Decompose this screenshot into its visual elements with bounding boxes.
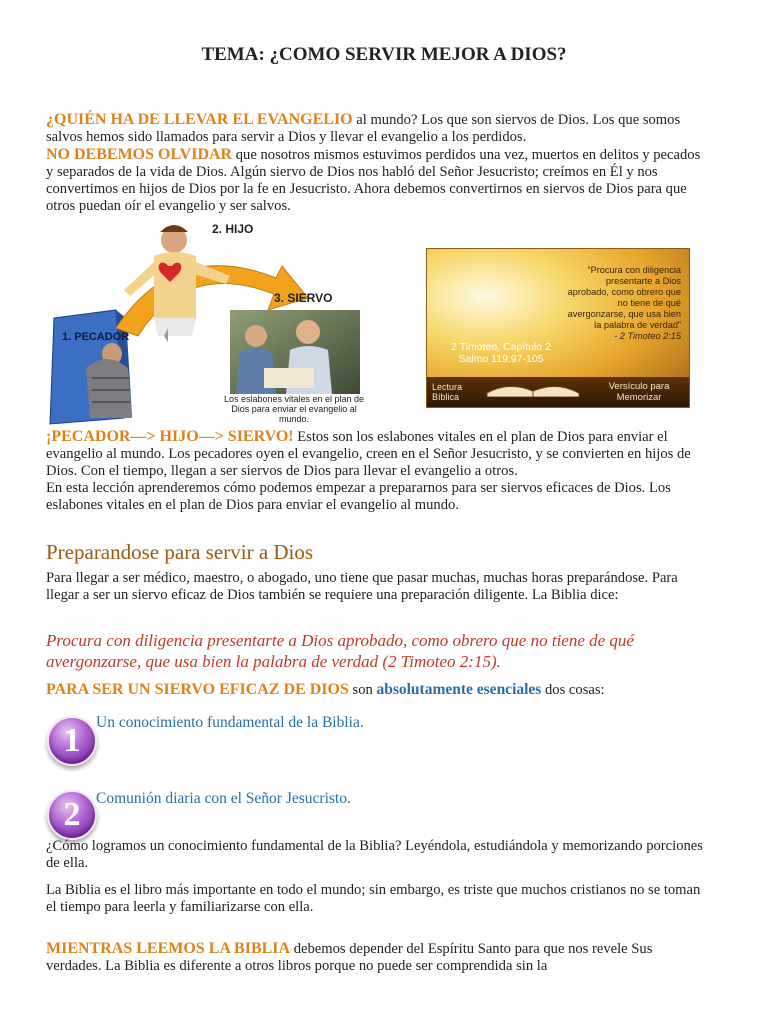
conocimiento-paragraph: ¿Cómo logramos un conocimiento fundamental de la Biblia? Leyéndola, estudiándola y memorizando porciones de ella. [46,838,703,871]
open-book-icon [483,373,583,397]
esenciales-text-1: son [348,682,377,698]
page-title: TEMA: ¿COMO SERVIR MEJOR A DIOS? [201,44,567,65]
eslabones-text: Estos son los eslabones vitales en el plan de Dios para enviar el evangelio al mundo. Los pecadores oyen el evangelio, creen en el Señor Jesucristo, y se convierten en hijos de Dios. Con el tiempo, llegan a ser siervos de Dios para llevar el evangelio a otros. [46,429,691,479]
bible-verse-quote: Procura con diligencia presentarte a Dios aprobado, como obrero que no tiene de qué avergonzarse, que usa bien la palabra de verdad (2 Timoteo 2:15). [46,631,634,671]
leccion-text: En esta lección aprenderemos cómo podemos empezar a prepararnos para ser siervos eficaces de Dios. Los eslabones vitales en el plan de Dios para enviar el evangelio al mundo. [46,480,671,513]
pecador-hijo-siervo-illustration [46,218,366,428]
label-hijo: 2. HIJO [212,222,254,236]
intro-text-1: al mundo? Los que son siervos de Dios. Los que somos salvos hemos sido llamados para servir a Dios y llevar el evangelio a los perdidos. [46,112,681,145]
banner-quote-text: “Procura con diligencia presentarte a Dios aprobado, como obrero que no tiene de qué avergonzarse, que usa bien la palabra de verdad” [567,265,681,330]
highlight-pecador-hijo-siervo: ¡PECADOR—> HIJO—> SIERVO! [46,428,294,445]
banner-quote-ref: - 2 Timoteo 2:15 [614,331,681,341]
section-heading: Preparandose para servir a Dios [46,540,314,564]
highlight-mientras-leemos: MIENTRAS LEEMOS LA BIBLIA [46,940,291,957]
highlight-quien: ¿QUIÉN HA DE LLEVAR EL EVANGELIO [46,111,353,128]
esenciales-paragraph [46,681,710,699]
esenciales-text-2: dos cosas: [541,682,605,698]
banner-ref-line-2: Salmo 119:97-105 [458,353,544,365]
banner-ref-line-1: 2 Timoteo, Capítulo 2 [451,341,551,353]
banner-quote [563,265,681,342]
highlight-esenciales: absolutamente esenciales [376,681,542,698]
leemos-text: debemos depender del Espíritu Santo para que nos revele Sus verdades. La Biblia es diferente a otros libros porque no puede ser comprendida sin la [46,941,653,974]
intro-text-2: que nosotros mismos estuvimos perdidos una vez, muertos en delitos y pecados y separados de la vida de Dios. Algún siervo de Dios nos habló del Señor Jesucristo; creímos en Él y nos convertimos en hijos de Dios por la fe en Jesucristo. Ahora debemos convertirnos en siervos de Dios para que otros puedan oír el evangelio y ser salvos. [46,147,701,214]
item-2-text: Comunión diaria con el Señor Jesucristo. [96,790,351,807]
banner-lectura-label: Lectura Bíblica [432,382,463,402]
highlight-siervo-eficaz: PARA SER UN SIERVO EFICAZ DE DIOS [46,681,349,698]
highlight-no-debemos: NO DEBEMOS OLVIDAR [46,146,233,163]
banner-reading-refs [441,341,561,365]
banner-versiculo-label: Versículo para Memorizar [608,381,670,403]
item-1-text: Un conocimiento fundamental de la Biblia. [96,714,364,731]
illustration-caption: Los eslabones vitales en el plan de Dios para enviar el evangelio al mundo. [223,394,365,424]
intro-paragraph [46,111,710,215]
label-siervo: 3. SIERVO [274,291,333,305]
number-badge-1: 1 [47,716,97,766]
eslabones-paragraph [46,428,710,514]
biblia-importante-paragraph: La Biblia es el libro más importante en todo el mundo; sin embargo, es triste que muchos cristianos no se toman el tiempo para leerla y familiarizarse con ella. [46,882,701,915]
preparacion-paragraph: Para llegar a ser médico, maestro, o abogado, uno tiene que pasar muchas, muchas horas preparándose. Para llegar a ser un siervo eficaz de Dios también se requiere una preparación diligente. La Biblia dice: [46,570,678,603]
bible-reading-banner [426,248,690,408]
label-pecador: 1. PECADOR [62,331,130,343]
number-badge-2: 2 [47,790,97,840]
leemos-biblia-paragraph [46,940,710,975]
